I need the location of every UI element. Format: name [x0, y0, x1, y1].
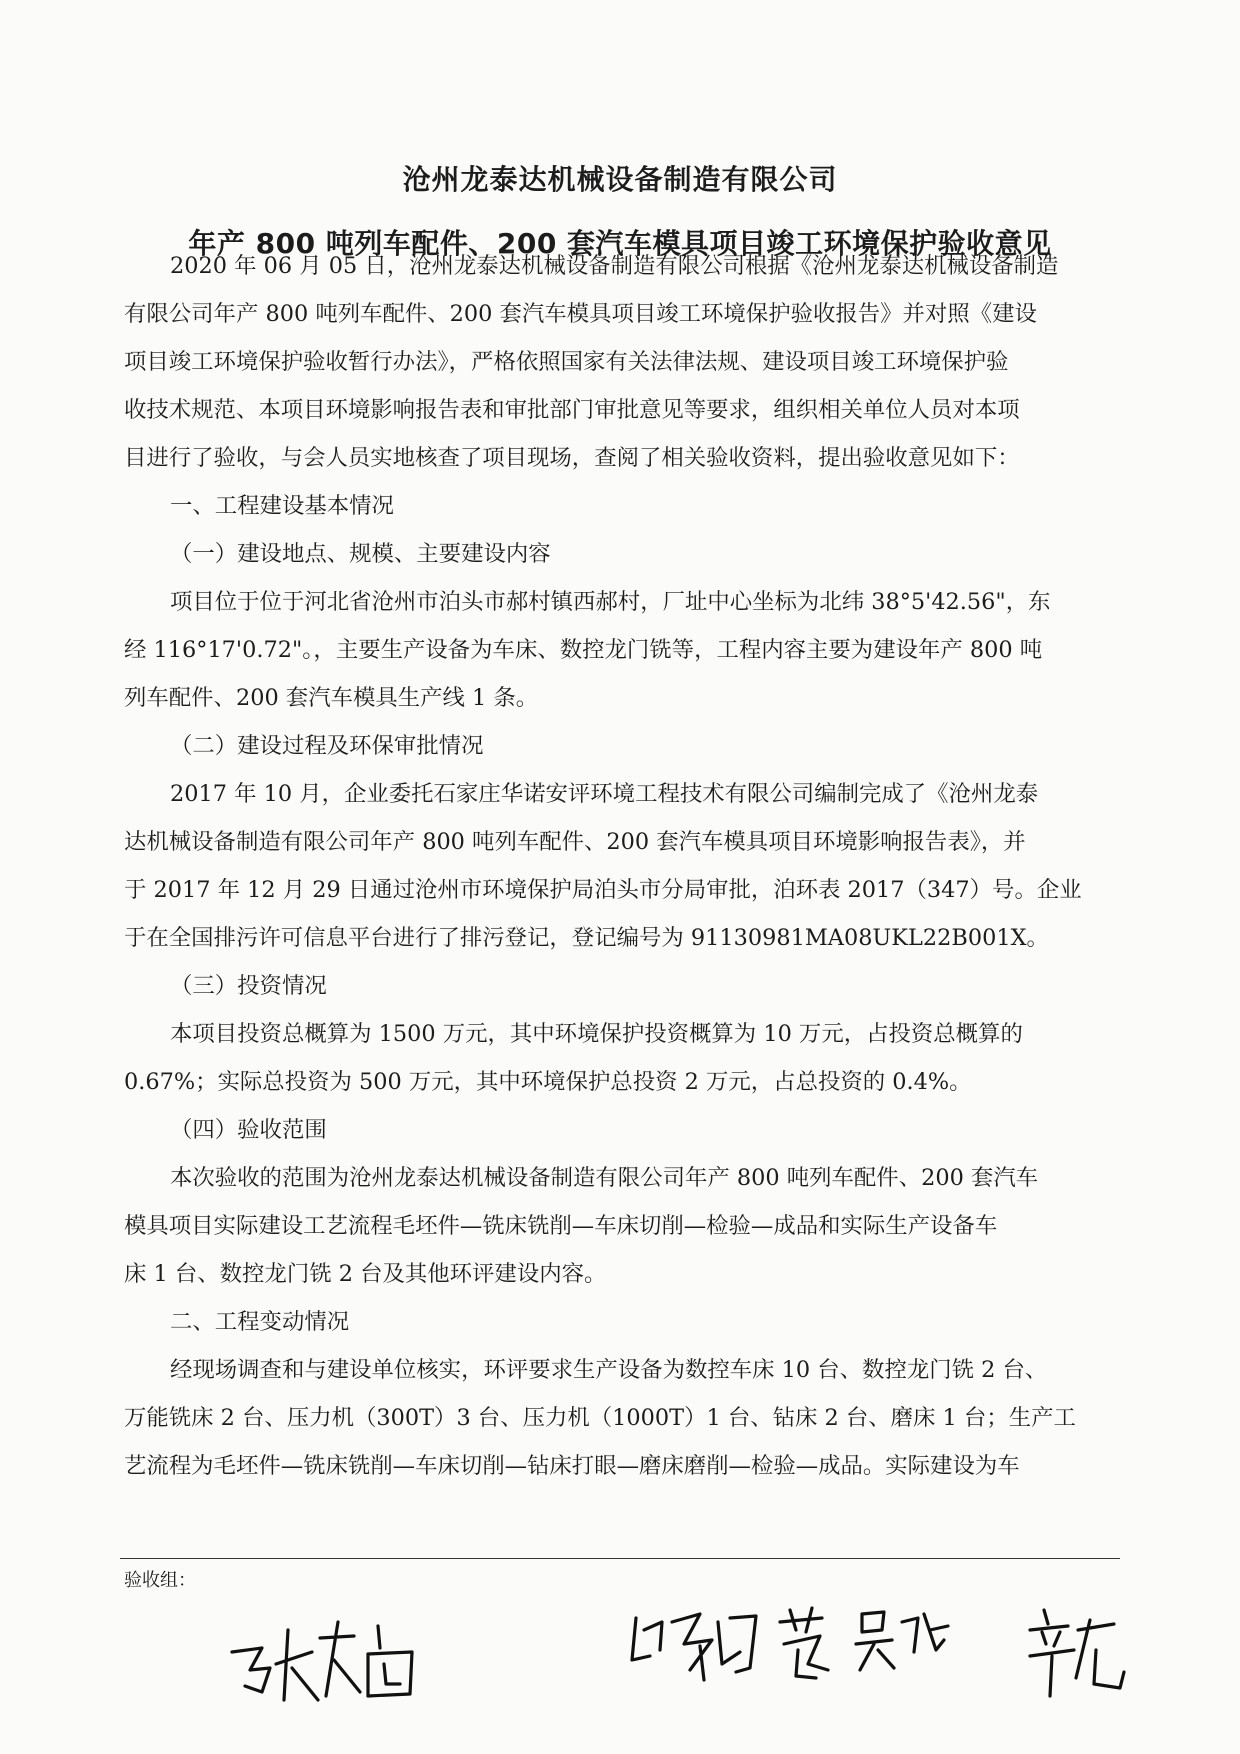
- document-body: [124, 242, 1114, 1490]
- signature-2: [632, 1614, 756, 1680]
- body-line: 有限公司年产 800 吨列车配件、200 套汽车模具项目竣工环境保护验收报告》并对照《建设: [124, 301, 1037, 327]
- body-line: 本次验收的范围为沧州龙泰达机械设备制造有限公司年产 800 吨列车配件、200 套汽车: [170, 1165, 1039, 1191]
- body-line: 床 1 台、数控龙门铣 2 台及其他环评建设内容。: [124, 1261, 607, 1287]
- body-line: 0.67%；实际总投资为 500 万元，其中环境保护总投资 2 万元，占总投资的 0.4%。: [124, 1069, 972, 1095]
- body-line: （四）验收范围: [170, 1117, 327, 1143]
- body-line: 艺流程为毛坯件—铣床铣削—车床切削—钻床打眼—磨床磨削—检验—成品。实际建设为车: [124, 1453, 1020, 1479]
- document-title-subject: 年产 800 吨列车配件、200 套汽车模具项目竣工环境保护验收意见: [188, 227, 1052, 260]
- signatures-image: [0, 1560, 1240, 1710]
- document-title-company: 沧州龙泰达机械设备制造有限公司: [402, 163, 838, 196]
- body-line: 于在全国排污许可信息平台进行了排污登记，登记编号为 91130981MA08UKL22B001X。: [124, 925, 1049, 951]
- body-line: 列车配件、200 套汽车模具生产线 1 条。: [124, 685, 539, 711]
- body-line: 万能铣床 2 台、压力机（300T）3 台、压力机（1000T）1 台、钻床 2 台、磨床 1 台；生产工: [124, 1405, 1076, 1431]
- body-line: 一、工程建设基本情况: [170, 493, 394, 519]
- signature-3: [780, 1608, 828, 1678]
- body-line: 目进行了验收，与会人员实地核查了项目现场，查阅了相关验收资料，提出验收意见如下：: [124, 445, 1020, 471]
- body-line: 收技术规范、本项目环境影响报告表和审批部门审批意见等要求，组织相关单位人员对本项: [124, 397, 1020, 423]
- signature-1: [232, 1622, 412, 1700]
- body-line: （三）投资情况: [170, 973, 327, 999]
- body-line: 2017 年 10 月，企业委托石家庄华诺安评环境工程技术有限公司编制完成了《沧州龙泰: [170, 781, 1039, 807]
- body-line: 项目竣工环境保护验收暂行办法》，严格依照国家有关法律法规、建设项目竣工环境保护验: [124, 349, 1009, 375]
- signature-5: [1030, 1610, 1124, 1696]
- body-line: 本项目投资总概算为 1500 万元，其中环境保护投资概算为 10 万元，占投资总概算的: [170, 1021, 1023, 1047]
- body-line: 项目位于位于河北省沧州市泊头市郝村镇西郝村，厂址中心坐标为北纬 38°5'42.56"，东: [170, 589, 1051, 615]
- body-line: 模具项目实际建设工艺流程毛坯件—铣床铣削—车床切削—检验—成品和实际生产设备车: [124, 1213, 998, 1239]
- acceptance-group-label: 验收组：: [124, 1570, 196, 1591]
- body-line: （二）建设过程及环保审批情况: [170, 733, 484, 759]
- body-line: 于 2017 年 12 月 29 日通过沧州市环境保护局泊头市分局审批，泊环表 2017（347）号。企业: [124, 877, 1082, 903]
- body-line: 达机械设备制造有限公司年产 800 吨列车配件、200 套汽车模具项目环境影响报告表》，并: [124, 829, 1026, 855]
- footer-divider: [120, 1558, 1120, 1559]
- body-line: 2020 年 06 月 05 日，沧州龙泰达机械设备制造有限公司根据《沧州龙泰达机械设备制造: [170, 253, 1059, 279]
- body-line: 经现场调查和与建设单位核实，环评要求生产设备为数控车床 10 台、数控龙门铣 2 台、: [170, 1357, 1048, 1383]
- signature-4: [856, 1612, 948, 1670]
- body-line: 二、工程变动情况: [170, 1309, 350, 1335]
- body-line: （一）建设地点、规模、主要建设内容: [170, 541, 551, 567]
- body-line: 经 116°17'0.72"。，主要生产设备为车床、数控龙门铣等，工程内容主要为建设年产 800 吨: [124, 637, 1043, 663]
